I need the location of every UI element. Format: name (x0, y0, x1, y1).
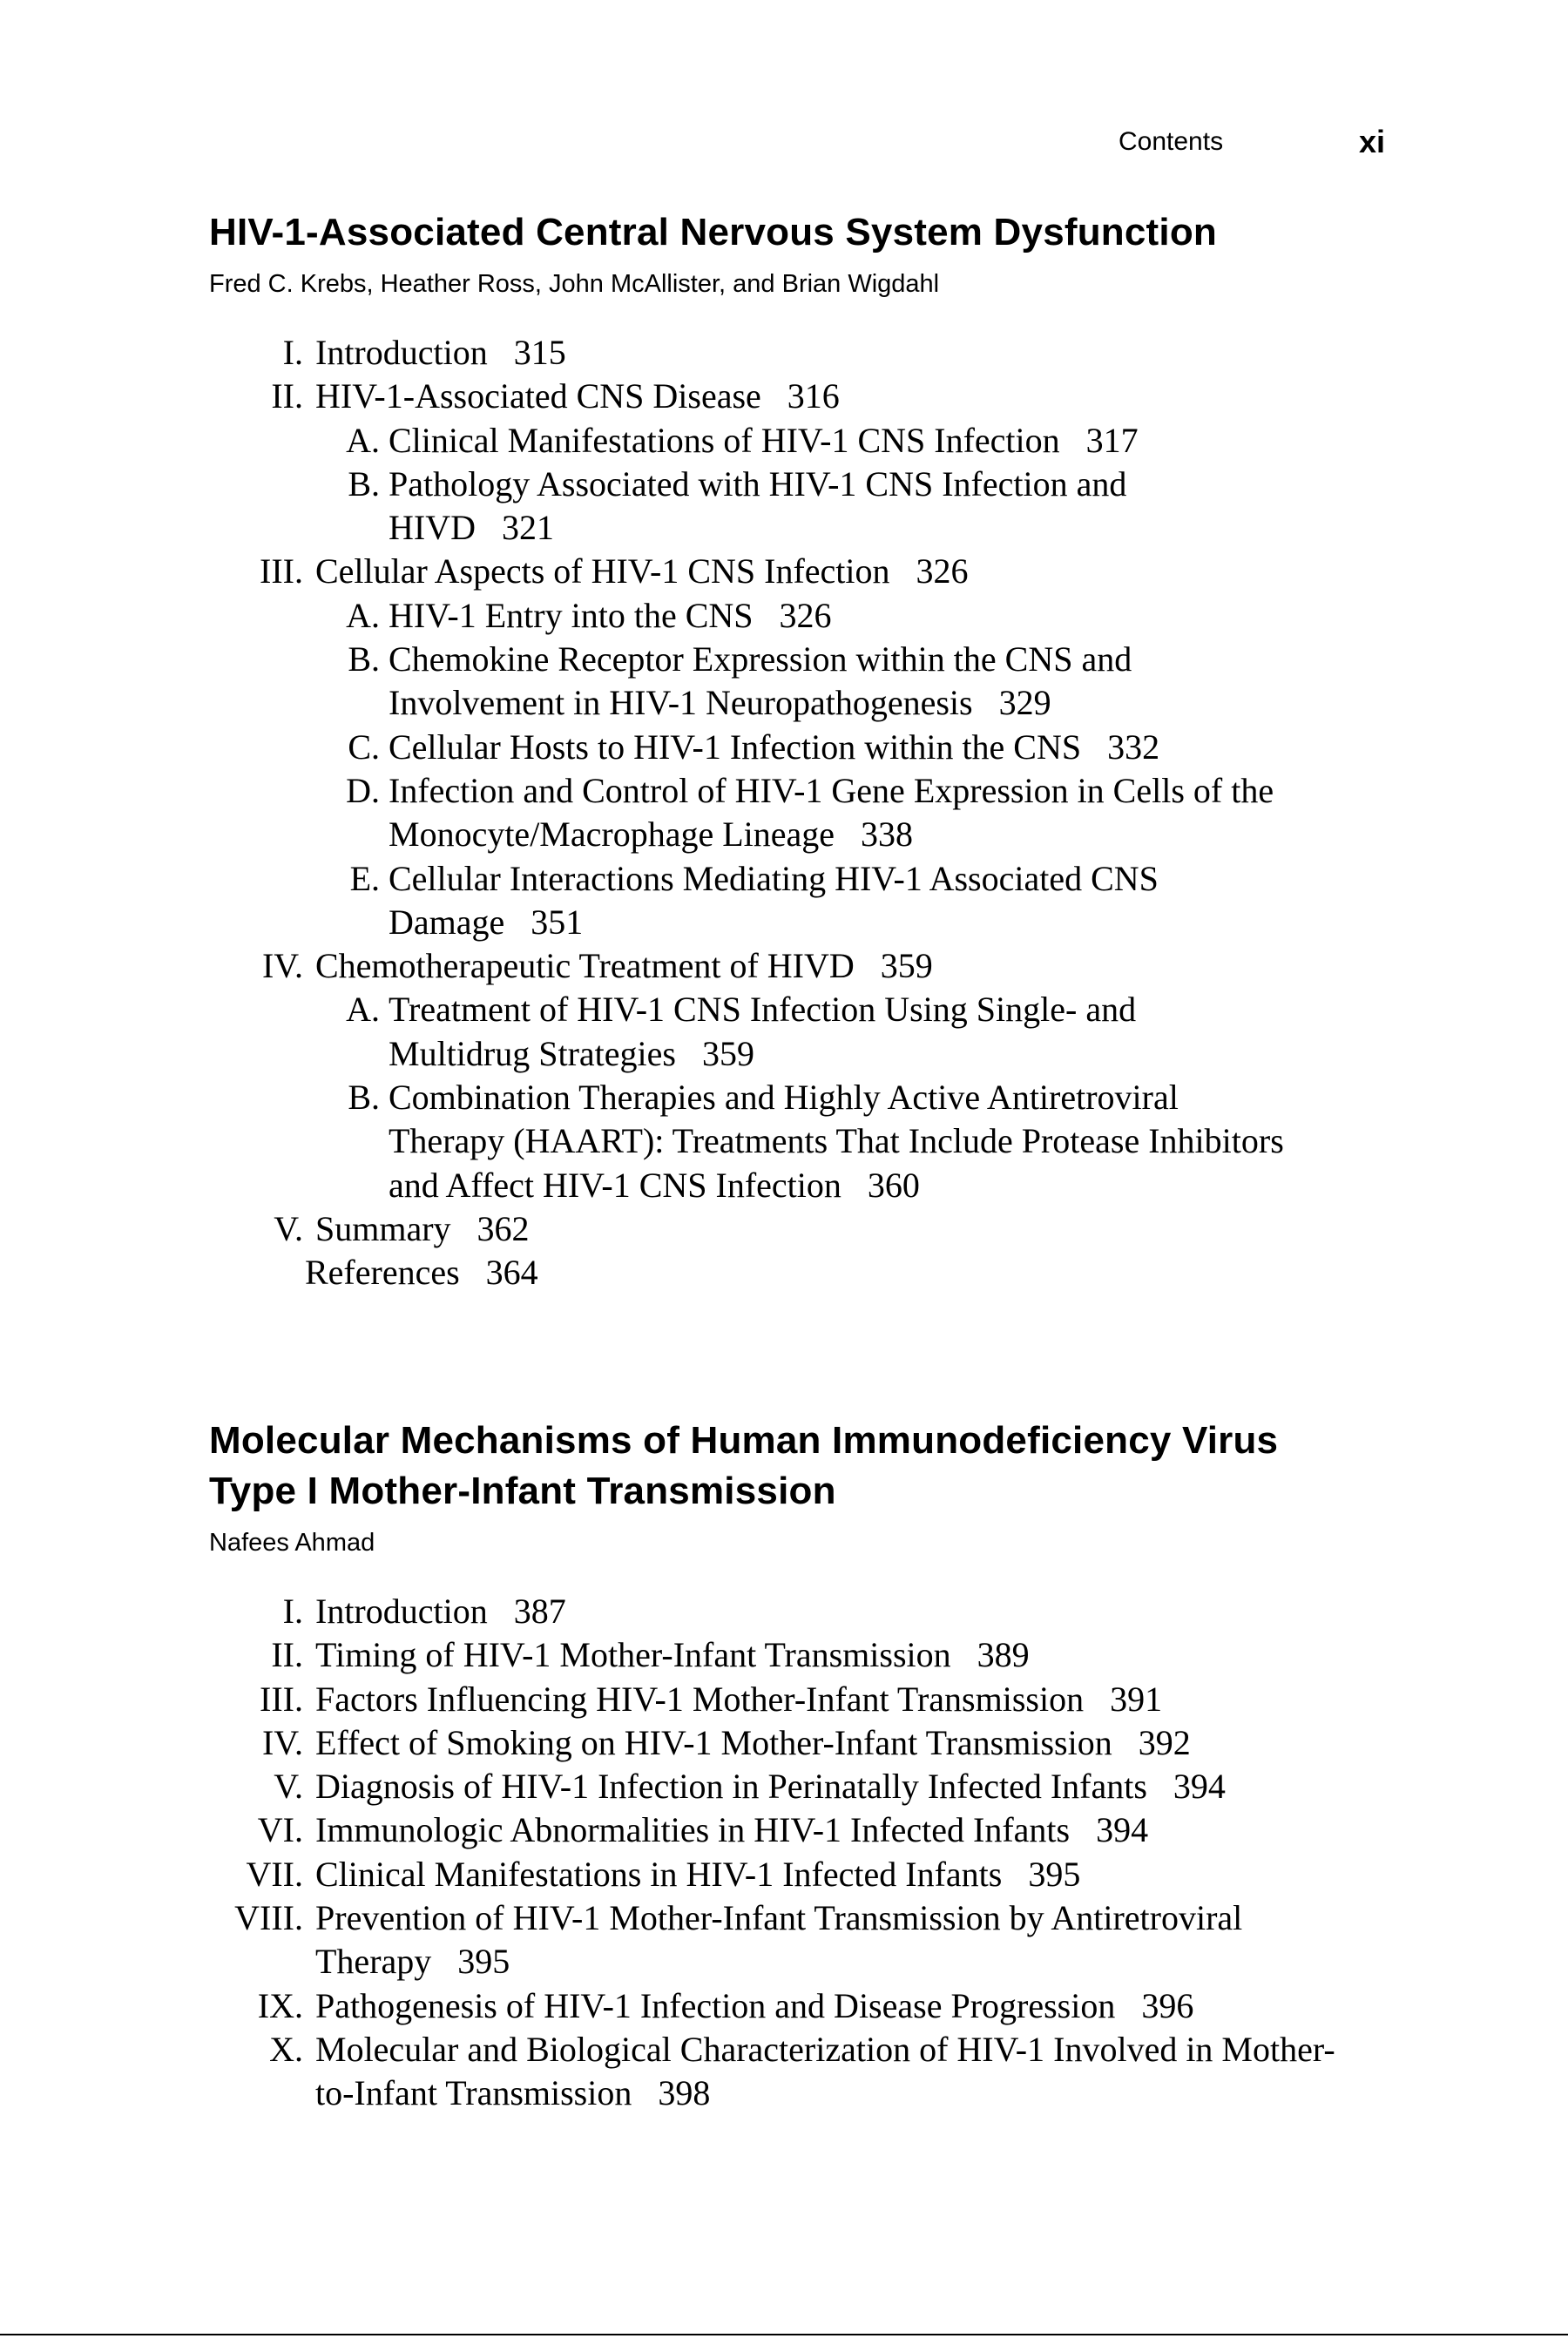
section-title: Chemotherapeutic Treatment of HIVD (315, 946, 855, 986)
section-number: I. (282, 333, 303, 372)
section-page: 395 (1028, 1854, 1081, 1894)
subsection-letter: B. (348, 1078, 380, 1118)
toc-entry (209, 1590, 1411, 1633)
chapter-1-toc (209, 331, 1411, 1295)
toc-entry (209, 375, 1411, 550)
toc-entry (209, 1896, 1411, 1984)
section-number: II. (271, 1635, 303, 1675)
section-number: VI. (257, 1810, 303, 1850)
toc-entry (209, 1633, 1411, 1677)
toc-subentry (315, 857, 1411, 945)
section-title: HIV-1-Associated CNS Disease (315, 376, 761, 416)
section-page: 394 (1173, 1767, 1226, 1807)
toc-subentry (315, 769, 1411, 857)
section-number: VIII. (234, 1898, 303, 1938)
section-title: Cellular Aspects of HIV-1 CNS Infection (315, 551, 890, 591)
subsection-page: 317 (1085, 420, 1139, 460)
toc-subentry (315, 1076, 1411, 1207)
toc-entry (209, 1808, 1411, 1852)
toc-entry (209, 2028, 1411, 2116)
references-label: References (305, 1253, 460, 1293)
section-page: 387 (513, 1592, 566, 1631)
subsection-letter: B. (348, 639, 380, 679)
toc-entry (209, 1207, 1411, 1251)
toc-subentry (315, 419, 1411, 463)
section-number: X. (269, 2029, 303, 2069)
subsection-page: 360 (867, 1165, 920, 1205)
toc-entry (209, 1984, 1411, 2028)
bottom-rule (0, 2334, 1568, 2335)
section-title: Introduction (315, 333, 488, 372)
section-title: Summary (315, 1208, 451, 1248)
section-page: 362 (476, 1208, 530, 1248)
subsection-title: Treatment of HIV-1 CNS Infection Using Single- and Multidrug Strategies (389, 990, 1137, 1073)
section-title: Effect of Smoking on HIV-1 Mother-Infant Transmission (315, 1722, 1112, 1762)
running-head-label: Contents (1119, 127, 1224, 156)
page-number: xi (1358, 124, 1385, 159)
section-number: III. (260, 551, 303, 591)
section-number: I. (282, 1592, 303, 1631)
section-number: IV. (261, 1722, 303, 1762)
subsection-title: Clinical Manifestations of HIV-1 CNS Infection (389, 420, 1060, 460)
subsection-letter: A. (346, 595, 380, 635)
toc-entry (209, 1721, 1411, 1765)
subsection-page: 326 (779, 595, 832, 635)
toc-entry (209, 1765, 1411, 1808)
subsection-title: Cellular Hosts to HIV-1 Infection within the CNS (389, 727, 1082, 767)
subsection-title: Combination Therapies and Highly Active Antiretroviral Therapy (HAART): Treatments That Include Protease Inhibitors and Affect HIV-1 CNS Infection (389, 1078, 1284, 1205)
section-page: 389 (977, 1635, 1030, 1675)
section-page: 326 (916, 551, 969, 591)
section-title: Pathogenesis of HIV-1 Infection and Disease Progression (315, 1985, 1116, 2025)
section-page: 315 (513, 333, 566, 372)
toc-entry (209, 1853, 1411, 1896)
section-number: IV. (261, 946, 303, 986)
chapter-1 (209, 207, 1411, 1295)
subsection-page: 351 (531, 902, 584, 942)
subsection-letter: E. (349, 858, 380, 898)
references-page: 364 (485, 1253, 538, 1293)
subsection-title: Infection and Control of HIV-1 Gene Expression in Cells of the Monocyte/Macrophage Lineage (389, 770, 1274, 855)
subsection-page: 359 (701, 1033, 754, 1073)
section-number: III. (260, 1679, 303, 1719)
chapter-2-toc (209, 1590, 1411, 2116)
toc-subentry (315, 638, 1411, 726)
chapter-2 (209, 1416, 1411, 2116)
section-number: VII. (246, 1854, 303, 1894)
subsection-page: 332 (1107, 727, 1160, 767)
section-title: Molecular and Biological Characterization of HIV-1 Involved in Mother-to-Infant Transmission (315, 2029, 1335, 2113)
section-page: 396 (1141, 1985, 1194, 2025)
subsection-title: Chemokine Receptor Expression within the CNS and Involvement in HIV-1 Neuropathogenesis (389, 639, 1132, 723)
section-title: Factors Influencing HIV-1 Mother-Infant Transmission (315, 1679, 1085, 1719)
toc-references (209, 1251, 1411, 1294)
subsection-title: Cellular Interactions Mediating HIV-1 Associated CNS Damage (389, 858, 1159, 942)
chapter-2-title: Molecular Mechanisms of Human Immunodeficiency Virus Type I Mother-Infant Transmission (209, 1419, 1279, 1512)
toc-subentry (315, 463, 1411, 551)
subsection-letter: C. (348, 727, 380, 767)
section-number: II. (271, 376, 303, 416)
section-page: 395 (457, 1942, 510, 1982)
toc-subentry (315, 988, 1411, 1076)
subsection-page: 321 (501, 508, 554, 548)
subsection-letter: B. (348, 463, 380, 504)
running-head (1106, 124, 1385, 159)
subsection-title: HIV-1 Entry into the CNS (389, 595, 754, 635)
section-title: Diagnosis of HIV-1 Infection in Perinatally Infected Infants (315, 1767, 1147, 1807)
section-number: IX. (257, 1985, 303, 2025)
subsection-title: Pathology Associated with HIV-1 CNS Infection and HIVD (389, 463, 1127, 548)
subsection-letter: A. (346, 990, 380, 1030)
section-page: 316 (787, 376, 840, 416)
section-title: Introduction (315, 1592, 488, 1631)
section-title: Clinical Manifestations in HIV-1 Infected Infants (315, 1854, 1003, 1894)
subsection-page: 329 (998, 683, 1051, 723)
subsection-page: 338 (861, 814, 914, 855)
section-page: 359 (880, 946, 933, 986)
chapter-1-authors: Fred C. Krebs, Heather Ross, John McAllister, and Brian Wigdahl (209, 270, 940, 298)
toc-subentry (315, 726, 1411, 769)
section-page: 398 (658, 2073, 711, 2113)
toc-entry (209, 1678, 1411, 1721)
toc-entry (209, 331, 1411, 375)
section-number: V. (274, 1208, 303, 1248)
toc-subentry (315, 594, 1411, 638)
chapter-1-title: HIV-1-Associated Central Nervous System Dysfunction (209, 211, 1217, 253)
chapter-2-authors: Nafees Ahmad (209, 1529, 375, 1557)
section-page: 391 (1110, 1679, 1163, 1719)
toc-entry (209, 944, 1411, 1207)
subsection-letter: D. (346, 770, 380, 810)
section-page: 394 (1096, 1810, 1149, 1850)
section-title: Immunologic Abnormalities in HIV-1 Infected Infants (315, 1810, 1071, 1850)
section-title: Timing of HIV-1 Mother-Infant Transmission (315, 1635, 951, 1675)
subsection-letter: A. (346, 420, 380, 460)
toc-entry (209, 550, 1411, 944)
section-page: 392 (1138, 1722, 1191, 1762)
section-title: Prevention of HIV-1 Mother-Infant Transmission by Antiretroviral Therapy (315, 1898, 1243, 1982)
section-number: V. (274, 1767, 303, 1807)
